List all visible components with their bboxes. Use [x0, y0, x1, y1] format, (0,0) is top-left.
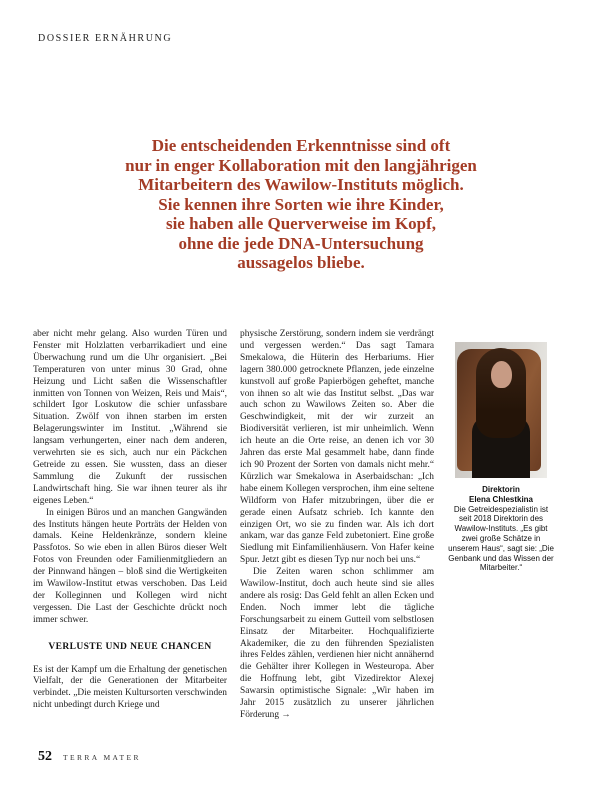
pull-quote-line: sie haben alle Querverweise im Kopf,	[165, 214, 437, 233]
page-footer	[38, 749, 141, 765]
body-paragraph: In einigen Büros und an manchen Gangwänden des Instituts hängen heute Porträts der Helden von damals. Keine Heldenkränze, sondern kleine Passfotos. So wie eben in allen Büros dieser Welt Fotos von Freunden oder Familienmitgliedern an der Pinnwand hängen – bloß sind die Wertigkeiten im Wawilow-Institut etwas verschoben. Das Leid der Kolleginnen und Kollegen wird nicht vergessen. Die Last der Geschichte drückt noch immer schwer.	[33, 507, 227, 625]
portrait-photo	[455, 342, 547, 478]
caption-role: Direktorin	[482, 485, 520, 494]
body-paragraph: physische Zerstörung, sondern indem sie verdrängt und vergessen werden.“ Das sagt Tamara Smekalowa, die Hüterin des Herbariums. Hier lagern 380.000 getrocknete Pflanzen, jede einzelne kunstvoll auf große Papierbögen geheftet, manche von ihnen so alt wie das Institut selbst. „Das war auch schon zu Wawilows Zeiten so. Aber die Geschwindigkeit, mit der wir zurzeit an Biodiversität verlieren, ist mir unheimlich. Wenn ich heute an die Orte reise, an denen ich vor 30 Jahren das erste Mal gesammelt habe, dann finde ich 90 Prozent der Sorten von damals nicht mehr.“ Kürzlich war Smekalowa in Aserbaidschan: „Ich habe einem Kollegen versprochen, ihm eine seltene Wildform von Hafer mitzubringen, über die er gerade einen Aufsatz schrieb. Ich kannte den einzigen Ort, wo sie zu finden war. Als ich dort ankam, war das ganze Feld zubetoniert. Eine große Siedlung mit Einfamilienhäusern. Von Hafer keine Spur. Jetzt gibt es diesen Typ nur noch bei uns.“	[240, 329, 434, 566]
section-kicker: DOSSIER ERNÄHRUNG	[38, 33, 173, 44]
body-column-2	[240, 329, 434, 722]
magazine-name: TERRA MATER	[63, 753, 141, 762]
subheading: VERLUSTE UND NEUE CHANCEN	[48, 641, 212, 652]
pull-quote-line: ohne die jede DNA-Untersuchung	[178, 233, 424, 253]
pull-quote-line: aussagelos bliebe.	[237, 253, 365, 272]
pull-quote-line: nur in enger Kollaboration mit den langjährigen	[125, 155, 477, 175]
caption-name: Elena Chlestkina	[468, 494, 534, 504]
body-paragraph: Es ist der Kampf um die Erhaltung der genetischen Vielfalt, der die Generationen der Mitarbeiter verbindet. „Die meisten Kultursorten verschwinden nicht unbedingt durch Kriege und	[33, 664, 227, 711]
pull-quote-line: Die entscheidenden Erkenntnisse sind oft	[151, 136, 451, 155]
body-paragraph: aber nicht mehr gelang. Also wurden Türen und Fenster mit Holzlatten verbarrikadiert und eine Überwachung rund um die Uhr organisiert. „Bei Temperaturen von unter minus 30 Grad, ohne Heizung und Licht saßen die Wissenschaftler inmitten von Tonnen von Weizen, Reis und Mais“, schildert Igor Loskutow die schier unfassbare Situation. Zwölf von ihnen starben im ersten Belagerungswinter im Institut. „Während sie langsam verhungerten, einer nach dem anderen, verwehrten sie es sich, auch nur ein Päckchen Getreide zu essen. Sie wussten, dass an dieser Sammlung die Zukunft der russischen Landwirtschaft hing. Sie war ihnen teurer als ihr eigenes Leben.“	[33, 329, 227, 506]
pull-quote-line: Sie kennen ihre Sorten wie ihre Kinder,	[158, 194, 444, 214]
photo-caption	[447, 485, 555, 573]
pull-quote-line: Mitarbeitern des Wawilow-Instituts möglich.	[138, 175, 464, 194]
body-column-1	[33, 329, 227, 712]
pull-quote	[0, 136, 602, 273]
caption-text: Die Getreidespezialistin ist seit 2018 Direktorin des Wawilow-Instituts. „Es gibt zwei große Schätze in unserem Haus“, sagt sie: „Die Genbank und das Wissen der Mitarbeiter.“	[448, 504, 554, 573]
page-number: 52	[38, 749, 52, 764]
body-paragraph: Die Zeiten waren schon schlimmer am Wawilow-Institut, doch auch heute sind sie alles andere als rosig: Das Geld fehlt an allen Ecken und Enden. Noch immer lebt die tägliche Forschungsarbeit zu einem Gutteil vom selbstlosen Einsatz der Mitarbeiter. Hochqualifizierte Akademiker, die zu den führenden Spezialisten ihres Feldes zählen, verdienen hier nicht annähernd die Gehälter ihrer Kollegen in Westeuropa. Aber die Hoffnung lebt, gibt Vizedirektor Alexej Sawarsin optimistische Signale: „Wir haben im Jahr 2015 zusätzlich zu unserer jährlichen Förderung →	[240, 567, 434, 720]
photo-face-shape	[491, 361, 512, 388]
sidebar	[448, 342, 554, 573]
